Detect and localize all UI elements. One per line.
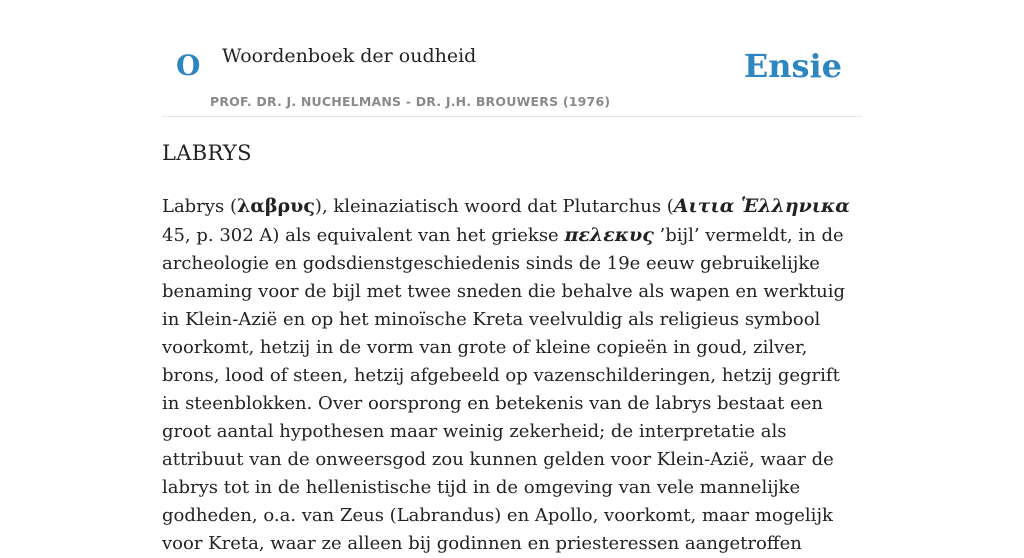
greek-term-pelekys: πελεκυς: [564, 224, 654, 246]
entry-text-4: ’bijl’ vermeldt, in de archeologie en godsdienstgeschiedenis sinds de 19e eeuw gebruikelijke benaming voor de bijl met twee sneden die behalve als wapen en werktuig in Klein-Azië en op het minoïsche Kreta veelvuldig als religieus symbool voorkomt, hetzij in de vorm van grote of kleine copieën in goud, zilver, brons, lood of steen, hetzij afgebeeld op vazenschilderingen, hetzij gegrift in steenblokken. Over oorsprong en betekenis van de labrys bestaat een groot aantal hypothesen maar weinig zekerheid; de interpretatie als attribuut van de onweersgod zou kunnen gelden voor Klein-Azië, waar de labrys tot in de hellenistische tijd in de omgeving van vele mannelijke godheden, o.a. van Zeus (Labrandus) en Apollo, voorkomt, maar mogelijk voor Kreta, waar ze alleen bij godinnen en priesteressen aangetroffen: [162, 225, 846, 554]
entry-text-1: Labrys (: [162, 196, 237, 217]
entry-text-2: ), kleinaziatisch woord dat Plutarchus (: [314, 196, 674, 217]
brand-logo[interactable]: Ensie: [743, 47, 842, 85]
header: [162, 0, 862, 117]
dictionary-title[interactable]: Woordenboek der oudheid: [222, 45, 477, 67]
logo-o-icon: O: [176, 49, 201, 82]
greek-title-aitia: Αιτια Ἑλληνικα: [673, 195, 850, 217]
entry-title: LABRYS: [162, 141, 252, 165]
entry-body: [162, 192, 862, 558]
entry-text-3: 45, p. 302 A) als equivalent van het griekse: [162, 225, 565, 246]
authors-line: PROF. DR. J. NUCHELMANS - DR. J.H. BROUWERS (1976): [210, 94, 611, 109]
greek-term-labrys: λαβρυς: [236, 195, 315, 217]
